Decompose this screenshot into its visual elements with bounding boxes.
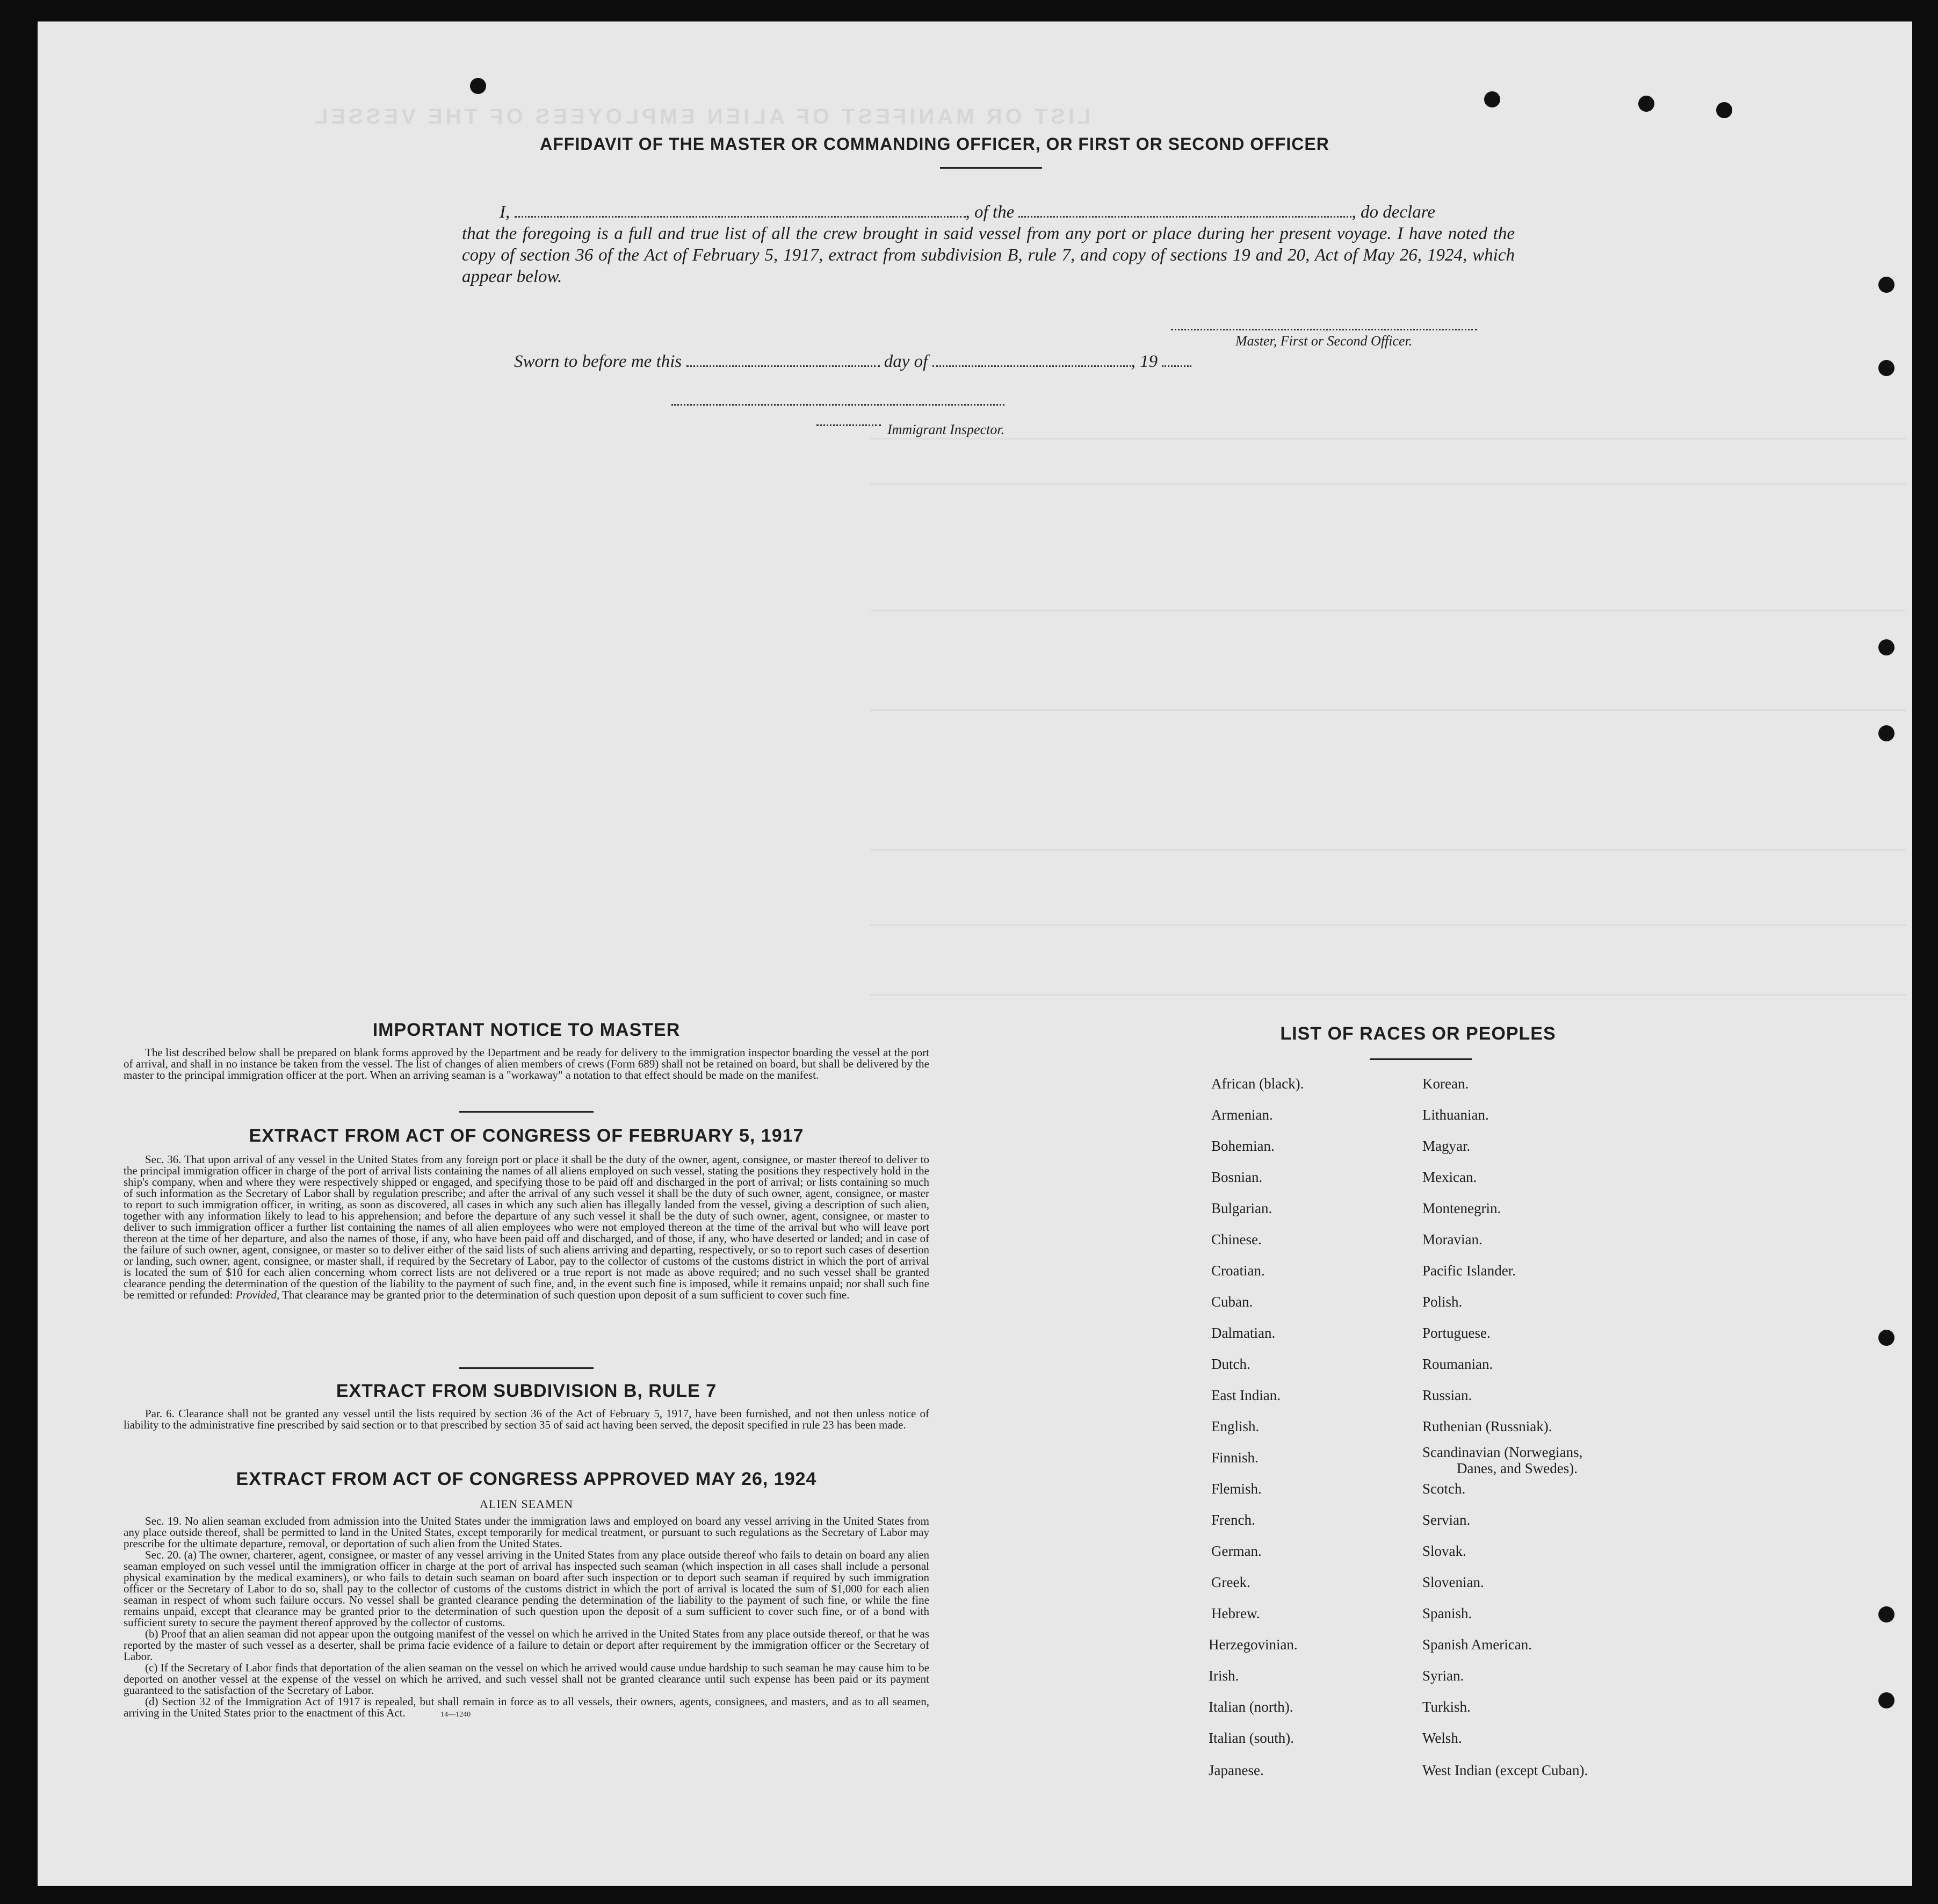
affidavit-declaration-line <box>462 201 1515 223</box>
race-item: Finnish. <box>1211 1449 1259 1466</box>
extract-1924-subtitle: ALIEN SEAMEN <box>480 1497 573 1511</box>
extract-1917-title: EXTRACT FROM ACT OF CONGRESS OF FEBRUARY 5, 1917 <box>249 1126 804 1146</box>
year-label: , 19 <box>1131 352 1158 371</box>
race-item: Mexican. <box>1422 1169 1477 1185</box>
sec-19-body <box>124 1516 929 1549</box>
sec-36-label: Sec. 36. <box>145 1153 182 1166</box>
affidavit-of-the-label: , of the <box>965 203 1015 222</box>
race-item: Flemish. <box>1211 1481 1262 1497</box>
sec-20-label: Sec. 20. (a) <box>145 1548 197 1561</box>
race-item: Spanish American. <box>1422 1636 1532 1653</box>
affidavit-body <box>462 201 1515 287</box>
race-item: Polish. <box>1422 1294 1463 1310</box>
race-item: Scandinavian (Norwegians, <box>1422 1444 1583 1460</box>
race-item: Russian. <box>1422 1387 1472 1403</box>
affidavit-i-label: I, <box>500 203 510 222</box>
sec-20b-body: (b) Proof that an alien seaman did not appear upon the outgoing manifest of the vessel on which he arrived in the United States from any place outside thereof, or that he was reported by the master of such vessel as a deserter, shall be prima facie evidence of a failure to detain or deport after requirement by the immigration officer or the Secretary of Labor. <box>124 1627 929 1663</box>
race-item: Herzegovinian. <box>1209 1636 1298 1653</box>
race-item: Korean. <box>1422 1076 1469 1092</box>
race-item: English. <box>1211 1418 1260 1434</box>
sec-19-text: No alien seaman excluded from admission into the United States under the immigration laws and employed on board any vessel arriving in the United States from any place outside thereof, shall be permitted to land in the United States, except temporarily for medical treatment, or pursuant to such regulations as the Secretary of Labor may prescribe for the ultimate departure, removal, or deportation of such alien from the United States. <box>124 1514 929 1550</box>
bleed-through-text: LIST OR MANIFEST OF ALIEN EMPLOYEES OF THE VESSEL <box>312 105 1091 128</box>
race-item: Portuguese. <box>1422 1325 1491 1341</box>
punch-hole <box>470 78 486 94</box>
race-item: Magyar. <box>1422 1138 1471 1154</box>
race-item: Slovak. <box>1422 1543 1466 1559</box>
race-item: Bulgarian. <box>1211 1200 1272 1216</box>
race-item: Dalmatian. <box>1211 1325 1276 1341</box>
race-item: Servian. <box>1422 1512 1471 1528</box>
race-item: Turkish. <box>1422 1699 1471 1715</box>
race-item: East Indian. <box>1211 1387 1281 1403</box>
section-divider <box>459 1111 594 1113</box>
punch-hole <box>1878 1692 1894 1708</box>
vessel-name-blank[interactable] <box>1018 212 1351 218</box>
race-item: Syrian. <box>1422 1668 1464 1684</box>
proviso-label: Provided, <box>235 1288 280 1301</box>
extract-rule7-body: Par. 6. Clearance shall not be granted any vessel until the lists required by section 36 of the Act of February 5, 1917, have been furnished, and not then unless notice of liability to the administrative fine prescribed by said section or to that prescribed by section 35 of said act having been served, the deposit specified in rule 23 has been made. <box>124 1407 929 1431</box>
punch-hole <box>1878 1606 1894 1622</box>
sworn-line <box>514 352 1191 372</box>
race-item: Hebrew. <box>1211 1605 1260 1621</box>
sworn-day-blank[interactable] <box>686 361 880 367</box>
race-item: Slovenian. <box>1422 1574 1484 1590</box>
race-item: Roumanian. <box>1422 1356 1493 1372</box>
master-signature-line[interactable] <box>1171 329 1477 330</box>
notice-section <box>124 1020 929 1081</box>
sec-20a-body <box>124 1549 929 1628</box>
race-item: West Indian (except Cuban). <box>1422 1762 1588 1778</box>
extract-rule7-title: EXTRACT FROM SUBDIVISION B, RULE 7 <box>336 1381 717 1401</box>
master-signature-caption: Master, First or Second Officer. <box>1235 333 1413 349</box>
inspector-signature-caption: Immigrant Inspector. <box>887 422 1005 437</box>
punch-hole <box>1878 1330 1894 1346</box>
sworn-month-blank[interactable] <box>932 361 1131 367</box>
sworn-label: Sworn to before me this <box>514 352 682 371</box>
sec-36-text: That upon arrival of any vessel in the United States from any foreign port or place it shall be the duty of the owner, agent, consignee, or master thereof to deliver to the principal immigration officer in charge of the port of arrival lists containing the names of all aliens employed on such vessel, stating the positions they respectively hold in the ship's company, when and where they were respectively shipped or engaged, and specifying those to be paid off and discharged in the port of arrival; or lists containing so much of such information as the Secretary of Labor shall by regulation prescribe; and after the arrival of any such vessel it shall be the duty of such owner, agent, consignee, or master to report to such immigration officer, in writing, as soon as discovered, all cases in which any such alien has illegally landed from the vessel, giving a description of such alien, together with any information likely to lead to his apprehension; and before the departure of any such vessel it shall be the duty of such owner, agent, consignee, or master to deliver to such immigration officer a further list containing the names of all alien employees who were not employed thereon at the time of the arrival but who will leave port thereon at the time of her departure, and also the names of those, if any, who have been paid off and discharged, and of those, if any, who have deserted or landed; and in case of the failure of such owner, agent, consignee, or master so to deliver either of the said lists of such aliens arriving and departing, respectively, or so to report such cases of desertion or landing, such owner, agent, consignee, or master shall, if required by the Secretary of Labor, pay to the collector of customs of the customs district in which the port of arrival is located the sum of $10 for each alien concerning whom correct lists are not delivered or a true report is not made as above required; and no such vessel shall be granted clearance pending the determination of the question of the liability to the payment of such fine, and, in the event such fine is imposed, while it remains unpaid; nor shall such fine be remitted or refunded: <box>124 1153 930 1301</box>
affidavit-title-rule <box>940 167 1042 169</box>
race-item: Japanese. <box>1209 1762 1264 1778</box>
race-item: Welsh. <box>1422 1730 1462 1746</box>
race-item: Italian (south). <box>1209 1730 1294 1746</box>
race-item: German. <box>1211 1543 1262 1559</box>
extract-1924-section <box>124 1469 929 1720</box>
race-item: Dutch. <box>1211 1356 1250 1372</box>
notice-title: IMPORTANT NOTICE TO MASTER <box>372 1020 681 1040</box>
sec-20c-body: (c) If the Secretary of Labor finds that deportation of the alien seaman on the vessel on which he arrived would cause undue hardship to such seaman he may cause him to be deported on another vessel at the expense of the vessel on which he arrived, and such vessel shall not be granted clearance until such expense has been paid or its payment guaranteed to the satisfaction of the Secretary of Labor. <box>124 1661 929 1697</box>
sec-19-label: Sec. 19. <box>145 1514 182 1527</box>
punch-hole <box>1878 360 1894 376</box>
punch-hole <box>1638 96 1654 112</box>
extract-1917-section <box>124 1126 929 1301</box>
form-number: 14—1240 <box>440 1711 471 1719</box>
sec-20d-text: (d) Section 32 of the Immigration Act of 1917 is repealed, but shall remain in force as to all vessels, their owners, agents, consignees, and masters, and as to all seamen, arriving in the United States prior to the enactment of this Act. <box>124 1695 929 1719</box>
races-title-rule <box>1370 1058 1472 1060</box>
race-item: Ruthenian (Russniak). <box>1422 1418 1552 1434</box>
day-of-label: day of <box>884 352 928 371</box>
race-item: Pacific Islander. <box>1422 1263 1516 1279</box>
inspector-signature-line[interactable] <box>671 404 1004 406</box>
extract-rule7-section <box>124 1381 929 1431</box>
punch-hole <box>1878 725 1894 741</box>
race-item: Croatian. <box>1211 1263 1265 1279</box>
race-item: Italian (north). <box>1209 1699 1293 1715</box>
sec-20a-text: The owner, charterer, agent, consignee, or master of any vessel arriving in the United States from any place outside thereof who fails to detain on board any alien seaman employed on such vessel until the immigration officer in charge at the port of arrival has inspected such seaman (which inspection in all cases shall include a personal physical examination by the medical examiners), or who fails to detain such seaman on board after such inspection or to deport such seaman if required by such immigration officer or the Secretary of Labor to do so, shall pay to the collector of customs of the customs district in which the port of arrival is located the sum of $1,000 for each alien seaman in respect of whom such failure occurs. No vessel shall be granted clearance pending the determination of the liability to the payment of such fine, or while the fine remains unpaid, except that clearance may be granted prior to the determination of such question upon the deposit of a sum sufficient to cover such fine, or of a bond with sufficient surety to secure the payment thereof approved by the collector of customs. <box>124 1548 930 1629</box>
race-item: Lithuanian. <box>1422 1107 1489 1123</box>
race-item: Irish. <box>1209 1668 1239 1684</box>
race-item: Cuban. <box>1211 1294 1253 1310</box>
sec-20d-body <box>124 1696 929 1720</box>
affidavit-declare-label: , do declare <box>1351 203 1435 222</box>
affidavit-title: AFFIDAVIT OF THE MASTER OR COMMANDING OFFICER, OR FIRST OR SECOND OFFICER <box>540 134 1329 154</box>
extract-1917-body <box>124 1154 929 1301</box>
inspector-signature-line-short <box>816 424 881 426</box>
notice-body: The list described below shall be prepared on blank forms approved by the Department and be ready for delivery to the immigration inspector boarding the vessel at the port of arrival, and shall in no instance be taken from the vessel. The list of changes of alien members of crews (Form 689) shall not be retained on board, but shall be delivered by the master to the principal immigration officer at the port. When an arriving seaman is a "workaway" a notation to that effect should be made on the manifest. <box>124 1046 929 1081</box>
race-item: Bosnian. <box>1211 1169 1263 1185</box>
race-item: Scotch. <box>1422 1481 1466 1497</box>
proviso-text: That clearance may be granted prior to the determination of such question upon deposit of a sum sufficient to cover such fine. <box>282 1288 850 1301</box>
extract-1924-title: EXTRACT FROM ACT OF CONGRESS APPROVED MAY 26, 1924 <box>236 1469 817 1489</box>
race-item: Greek. <box>1211 1574 1250 1590</box>
punch-hole <box>1716 102 1732 118</box>
race-item: Spanish. <box>1422 1605 1472 1621</box>
race-item-continuation: Danes, and Swedes). <box>1457 1460 1578 1476</box>
race-item: Bohemian. <box>1211 1138 1275 1154</box>
race-item: French. <box>1211 1512 1255 1528</box>
section-divider <box>459 1367 594 1369</box>
punch-hole <box>1484 91 1500 107</box>
punch-hole <box>1878 277 1894 293</box>
race-item: Montenegrin. <box>1422 1200 1501 1216</box>
sworn-year-blank[interactable] <box>1162 361 1191 367</box>
race-item: Armenian. <box>1211 1107 1273 1123</box>
race-item: Moravian. <box>1422 1231 1483 1247</box>
punch-hole <box>1878 639 1894 655</box>
affidavit-statement: that the foregoing is a full and true list of all the crew brought in said vessel from any port or place during her present voyage. I have noted the copy of section 36 of the Act of February 5, 1917, extract from subdivision B, rule 7, and copy of sections 19 and 20, Act of May 26, 1924, which appear below. <box>462 224 1515 286</box>
race-item: Chinese. <box>1211 1231 1262 1247</box>
master-name-blank[interactable] <box>515 212 966 218</box>
race-item: African (black). <box>1211 1076 1304 1092</box>
races-title: LIST OF RACES OR PEOPLES <box>1280 1023 1556 1044</box>
